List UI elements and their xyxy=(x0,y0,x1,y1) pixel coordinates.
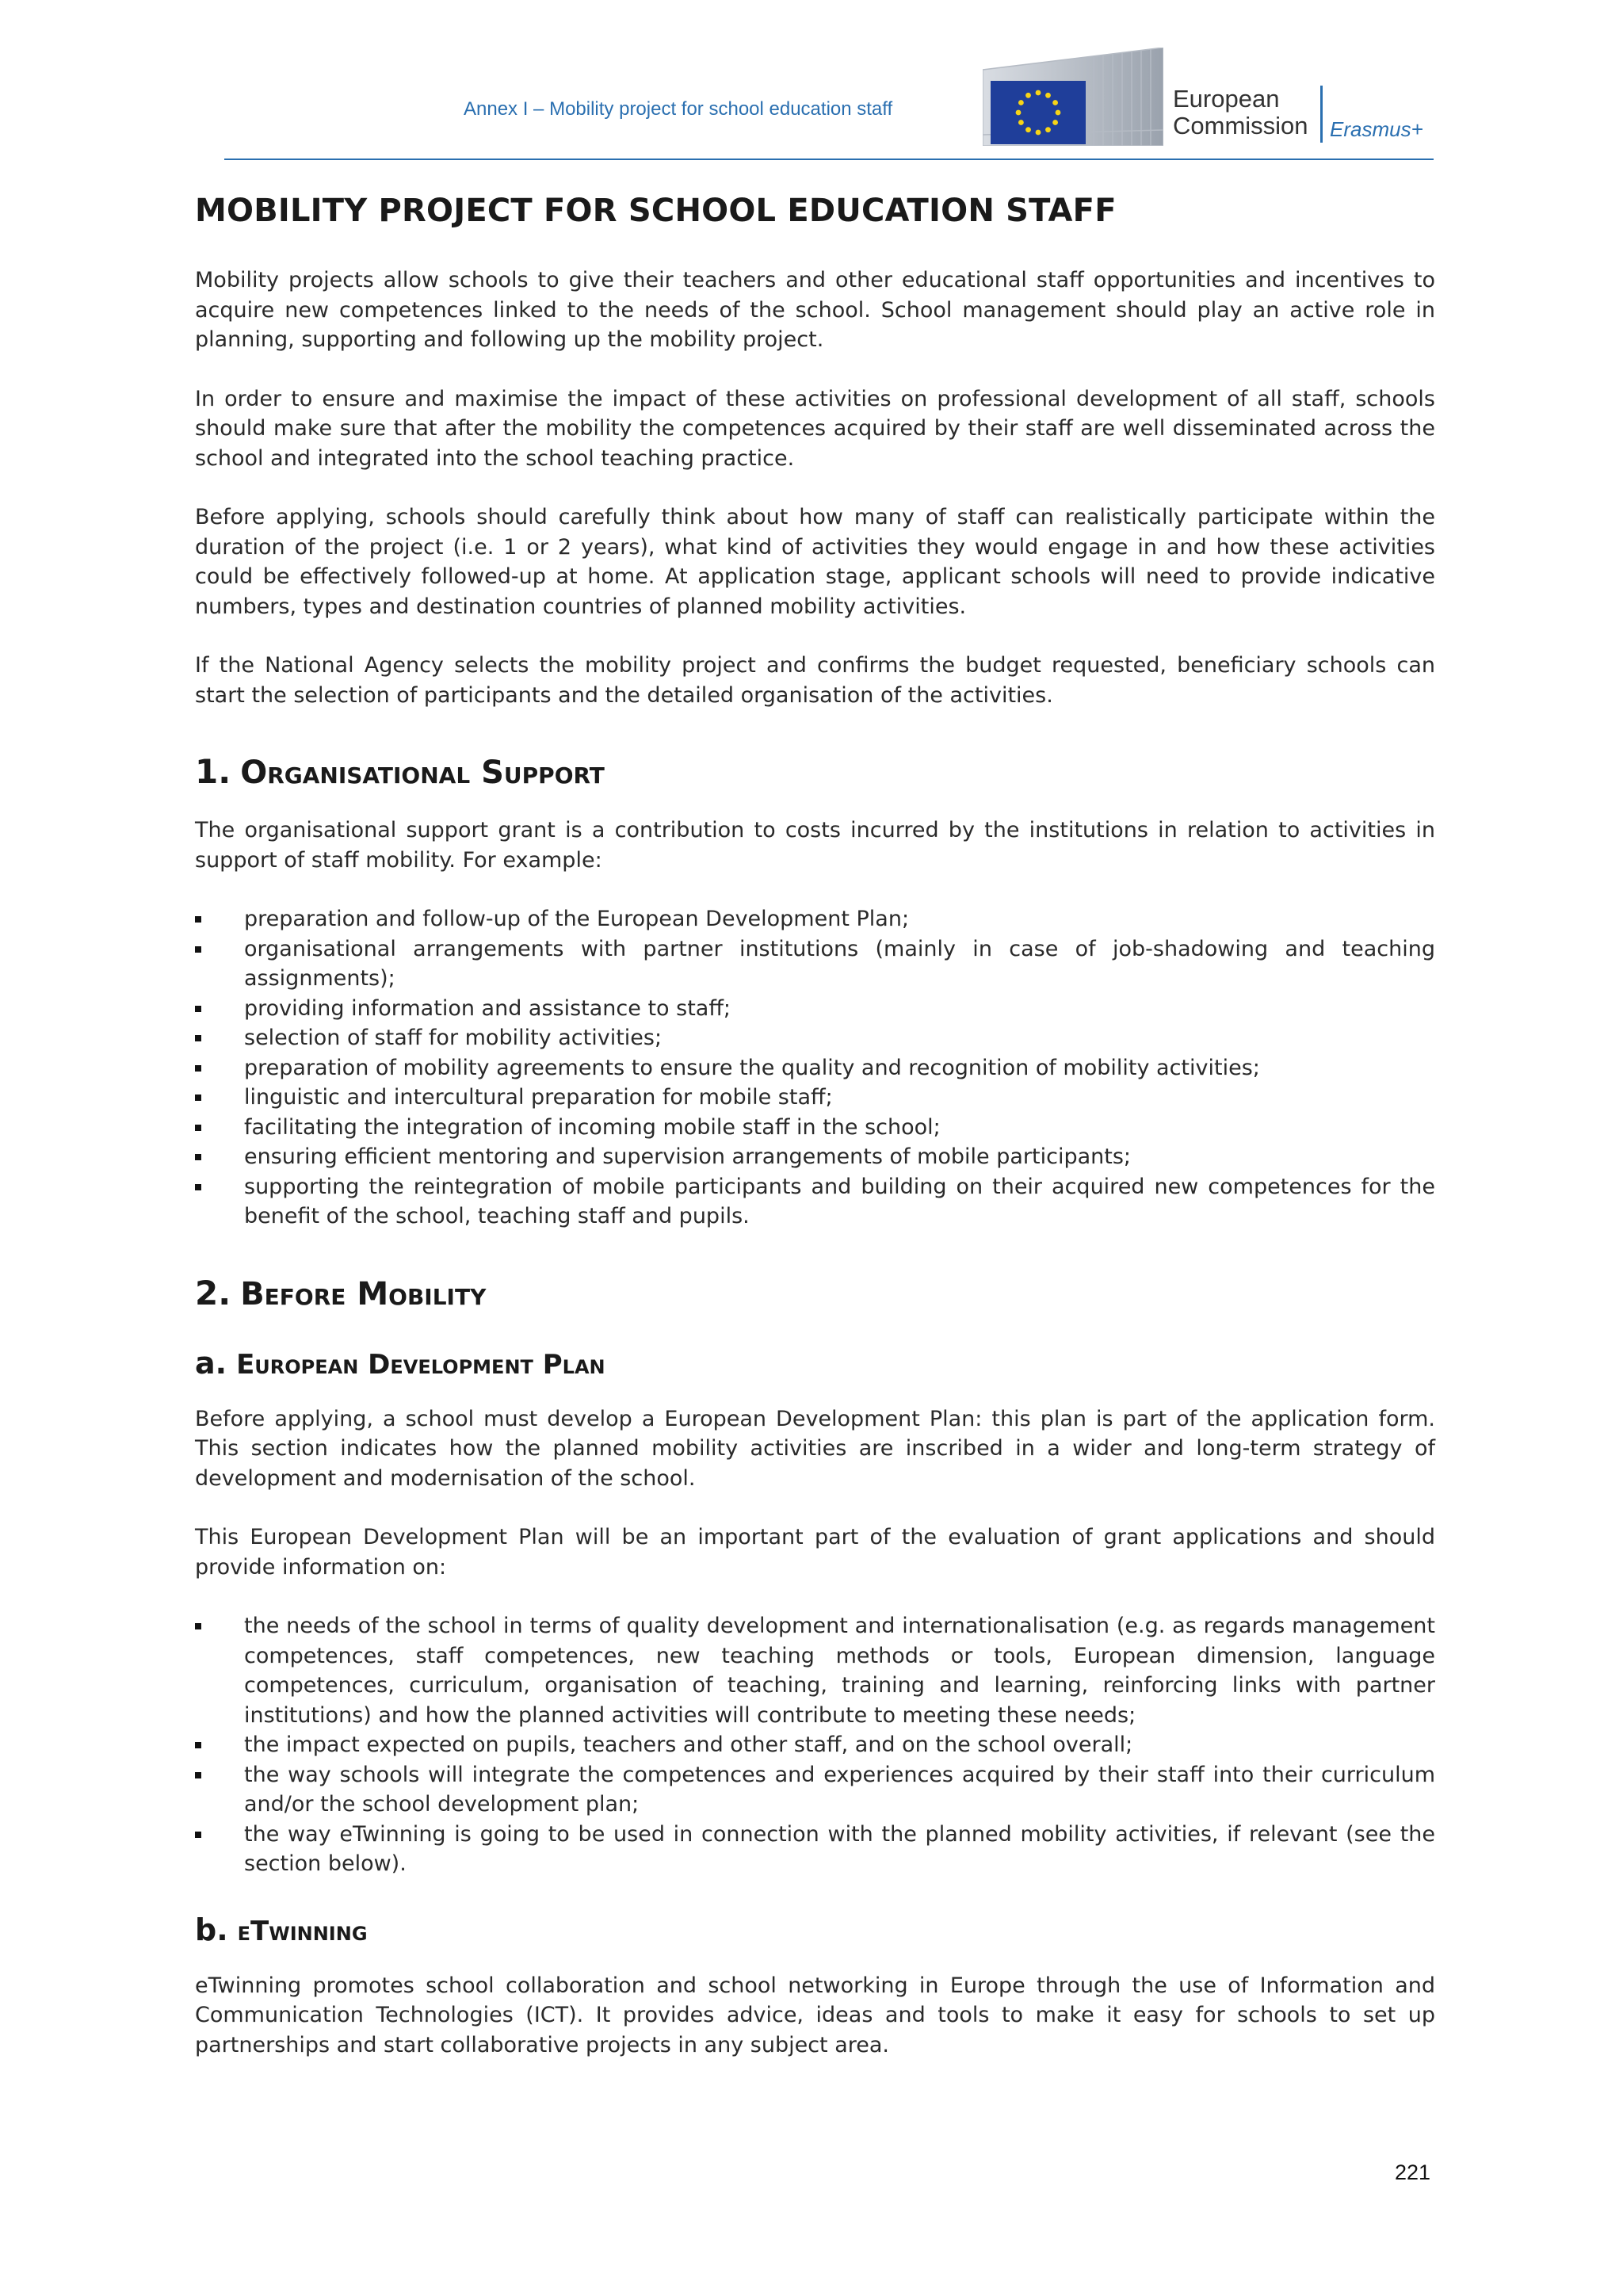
section-paragraph: eTwinning promotes school collaboration and school networking in Europe through the use of Information and Communication Technologies (ICT). It provides advice, ideas and tools to make it easy for schools to set up partnerships and start collaborative projects in any subject area. xyxy=(195,1973,1435,2057)
subsection-title: European Development Plan xyxy=(236,1348,605,1381)
logo-line-commission: Commission xyxy=(1173,112,1308,139)
list-item: the impact expected on pupils, teachers and other staff, and on the school overall; xyxy=(195,1730,1435,1760)
header-annex-title: Annex I – Mobility project for school education staff xyxy=(464,98,893,120)
section-title: Organisational Support xyxy=(240,755,605,791)
logo-line-european: European xyxy=(1173,85,1280,113)
page-title: MOBILITY PROJECT FOR SCHOOL EDUCATION STAFF xyxy=(195,193,1117,229)
list-item: linguistic and intercultural preparation for mobile staff; xyxy=(195,1083,1435,1113)
list-item: preparation and follow-up of the European Development Plan; xyxy=(195,904,1435,934)
section-heading-before-mobility xyxy=(195,1274,1435,1312)
subsection-heading-etwinning xyxy=(195,1912,1435,1947)
list-item: ensuring efficient mentoring and supervision arrangements of mobile participants; xyxy=(195,1142,1435,1172)
document-body xyxy=(195,193,1435,2089)
list-item: selection of staff for mobility activities; xyxy=(195,1023,1435,1053)
intro-paragraph: If the National Agency selects the mobility project and confirms the budget requested, beneficiary schools can start the selection of participants and the detailed organisation of the activities. xyxy=(195,653,1435,708)
development-plan-list xyxy=(195,1611,1435,1879)
page-number: 221 xyxy=(1395,2160,1431,2184)
subsection-letter: a. xyxy=(195,1345,227,1381)
section-number: 2. xyxy=(195,1273,231,1312)
intro-paragraph: Before applying, schools should carefully think about how many of staff can realistically participate within the duration of the project (i.e. 1 or 2 years), what kind of activities they would engage in and how these activities could be effectively followed-up at home. At application stage, applicant schools will need to provide indicative numbers, types and destination countries of planned mobility activities. xyxy=(195,505,1435,619)
list-item: supporting the reintegration of mobile participants and building on their acquired new competences for the benefit of the school, teaching staff and pupils. xyxy=(195,1172,1435,1232)
section-paragraph: This European Development Plan will be an important part of the evaluation of grant applications and should provide information on: xyxy=(195,1525,1435,1580)
subsection-heading-european-development-plan xyxy=(195,1346,1435,1381)
subsection-letter: b. xyxy=(195,1912,228,1947)
list-item: preparation of mobility agreements to ensure the quality and recognition of mobility activities; xyxy=(195,1053,1435,1083)
section-title: Before Mobility xyxy=(240,1275,487,1312)
intro-paragraph: In order to ensure and maximise the impact of these activities on professional development of all staff, schools should make sure that after the mobility the competences acquired by their staff are well disseminated across the school and integrated into the school teaching practice. xyxy=(195,386,1435,471)
erasmus-brand: Erasmus+ xyxy=(1330,117,1423,141)
organisational-support-list xyxy=(195,904,1435,1232)
list-item: organisational arrangements with partner institutions (mainly in case of job-shadowing and teaching assignments); xyxy=(195,934,1435,994)
section-heading-organisational-support xyxy=(195,752,1435,791)
european-commission-logo-icon xyxy=(983,48,1163,146)
list-item: the way eTwinning is going to be used in connection with the planned mobility activities, if relevant (see the section below). xyxy=(195,1820,1435,1879)
logo-wordmark xyxy=(1173,86,1308,139)
section-number: 1. xyxy=(195,752,231,791)
list-item: the way schools will integrate the competences and experiences acquired by their staff into their curriculum and/or the school development plan; xyxy=(195,1760,1435,1820)
logo-separator xyxy=(1320,86,1323,143)
section-paragraph: Before applying, a school must develop a European Development Plan: this plan is part of the application form. This section indicates how the planned mobility activities are inscribed in a wider and long-term strategy of development and modernisation of the school. xyxy=(195,1406,1435,1491)
section-paragraph: The organisational support grant is a contribution to costs incurred by the institutions in relation to activities in support of staff mobility. For example: xyxy=(195,818,1435,873)
list-item: providing information and assistance to staff; xyxy=(195,994,1435,1024)
subsection-title: eTwinning xyxy=(237,1915,368,1947)
list-item: facilitating the integration of incoming mobile staff in the school; xyxy=(195,1113,1435,1143)
list-item: the needs of the school in terms of quality development and internationalisation (e.g. as regards management competences, staff competences, new teaching methods or tools, European dimension, language competences, curriculum, organisation of teaching, training and learning, reinforcing links with partner institutions) and how the planned activities will contribute to meeting these needs; xyxy=(195,1611,1435,1730)
intro-paragraph: Mobility projects allow schools to give their teachers and other educational staff opportunities and incentives to acquire new competences linked to the needs of the school. School management should play an active role in planning, supporting and following up the mobility project. xyxy=(195,268,1435,352)
header-divider xyxy=(224,159,1434,160)
